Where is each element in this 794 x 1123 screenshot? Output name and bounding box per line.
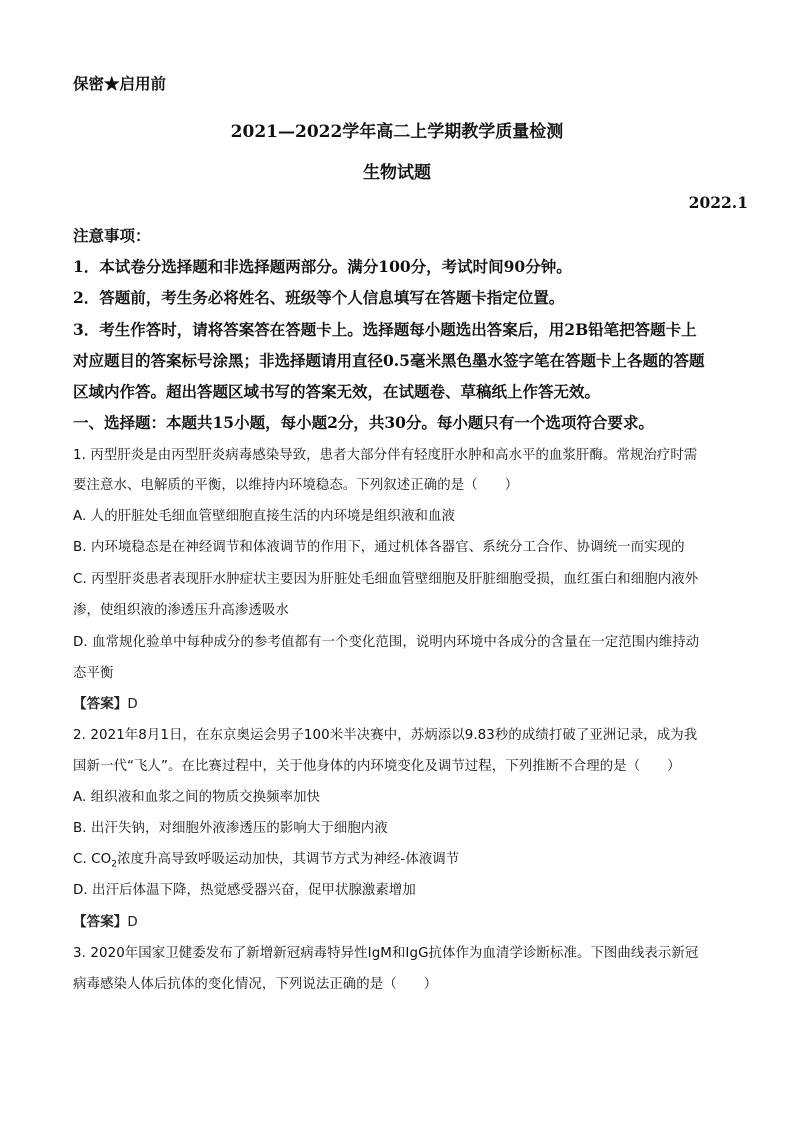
answer-value: D (127, 697, 138, 712)
confidential-mark: 保密★启用前 (73, 74, 167, 93)
exam-title: 2021—2022学年高二上学期教学质量检测 (230, 122, 564, 142)
q1-option-c-line1: C. 丙型肝炎患者表现肝水肿症状主要因为肝脏处毛细血管壁细胞及肝脏细胞受损，血红蛋白和细胞内液外 (73, 572, 699, 587)
q1-answer (73, 692, 723, 712)
notice-item-1: 1．本试卷分选择题和非选择题两部分。满分100分，考试时间90分钟。 (73, 257, 572, 276)
q2-option-d: D. 出汗后体温下降，热觉感受器兴奋，促甲状腺激素增加 (73, 883, 416, 898)
answer-label: 【答案】 (73, 914, 128, 930)
exam-subject: 生物试题 (363, 163, 431, 183)
answer-label: 【答案】 (73, 696, 128, 712)
q3-stem-line2: 病毒感染人体后抗体的变化情况，下列说法正确的是（ ） (73, 977, 438, 992)
q1-stem-line1: 1. 丙型肝炎是由丙型肝炎病毒感染导致，患者大部分伴有轻度肝水肿和高水平的血浆肝酶。常规治疗时需 (73, 448, 698, 463)
notice-item-3-line3: 区域内作答。超出答题区域书写的答案无效，在试题卷、草稿纸上作答无效。 (73, 382, 601, 401)
q2-answer (73, 910, 723, 930)
q1-option-c-line2: 渗，使组织液的渗透压升高渗透吸水 (73, 603, 289, 618)
answer-value: D (127, 915, 138, 930)
q1-option-a: A. 人的肝脏处毛细血管壁细胞直接生活的内环境是组织液和血液 (73, 509, 455, 524)
q1-option-b: B. 内环境稳态是在神经调节和体液调节的作用下，通过机体各器官、系统分工合作、协调统一而实现的 (73, 540, 685, 555)
q2-stem-line2: 国新一代“飞人”。在比赛过程中，关于他身体的内环境变化及调节过程，下列推断不合理的是（ ） (73, 759, 681, 774)
q2-stem-line1: 2. 2021年8月1日，在东京奥运会男子100米半决赛中，苏炳添以9.83秒的成绩打破了亚洲记录，成为我 (73, 728, 698, 743)
q2-option-a: A. 组织液和血浆之间的物质交换频率加快 (73, 790, 321, 805)
notice-item-2: 2．答题前，考生务必将姓名、班级等个人信息填写在答题卡指定位置。 (73, 288, 565, 307)
notice-heading: 注意事项： (73, 226, 151, 245)
q1-option-d-line2: 态平衡 (73, 666, 114, 681)
q2-option-b: B. 出汗失钠，对细胞外液渗透压的影响大于细胞内液 (73, 821, 388, 836)
q3-stem-line1: 3. 2020年国家卫健委发布了新增新冠病毒特异性IgM和IgG抗体作为血清学诊断标准。下图曲线表示新冠 (73, 946, 699, 961)
exam-date: 2022.1 (688, 193, 748, 212)
q2-option-c: C. $CO_2$浓度升高导致呼吸运动加快，其调节方式为神经-体液调节 (73, 852, 460, 870)
notice-item-3-line1: 3．考生作答时，请将答案答在答题卡上。选择题每小题选出答案后，用2B铅笔把答题卡上 (73, 320, 697, 339)
section-heading: 一、选择题：本题共15小题，每小题2分，共30分。每小题只有一个选项符合要求。 (73, 413, 654, 432)
notice-item-3-line2: 对应题目的答案标号涂黑；非选择题请用直径0.5毫米黑色墨水签字笔在答题卡上各题的答题 (73, 351, 705, 370)
q1-stem-line2: 要注意水、电解质的平衡，以维持内环境稳态。下列叙述正确的是（ ） (73, 478, 519, 493)
q1-option-d-line1: D. 血常规化验单中每种成分的参考值都有一个变化范围，说明内环境中各成分的含量在一定范围内维持动 (73, 635, 700, 650)
